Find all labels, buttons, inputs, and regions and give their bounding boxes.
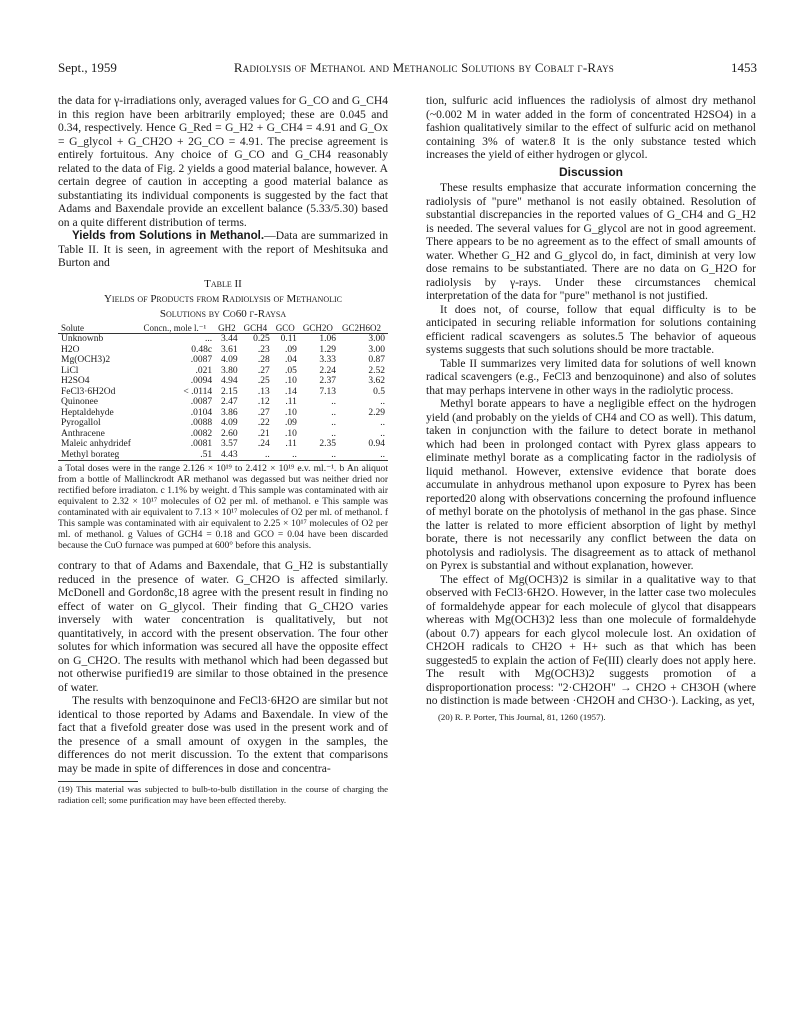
table-cell-value: 3.44 [221,334,238,344]
table-cell-value: .23 [257,344,270,355]
table-cell-value: 3.33 [319,355,337,365]
table-header-h2: GH2 [215,323,241,334]
footnote-divider [58,781,138,782]
table-cell-value: 4.09 [221,355,238,365]
right-paragraph-3: It does not, of course, follow that equal difficulty is to be anticipated in securing reliable information for solutions containing efficient radical scavengers as solutes.5 The behavior of aqueous systems suggests that such solutions should be more tractable. [426,302,756,356]
table-cell-value: 1.06 [319,334,337,344]
table-cell-value: .51 [140,450,215,461]
table-cell-value: 2.60 [221,428,238,439]
table-cell-value: 0.48c [191,344,213,355]
table-cell-value: .24 [257,439,270,449]
table-cell-value: .10 [285,376,297,386]
table-cell-value: .09 [285,344,297,355]
table-cell-value: .10 [285,407,297,418]
table-row [58,334,388,345]
left-paragraph-3: The results with benzoquinone and FeCl3·6H2O are similar but not identical to those reported by Adams and Baxendale. In view of the fact that a fivefold greater dose was used in the present work and of the presence of a small amount of oxygen in the samples, the differences do not merit discussion. To the extent that comparisons may be made in spite of differences in dose and concentra- [58,694,388,775]
table-cell-value: .. [331,418,337,428]
table-row [58,366,388,377]
table-cell-solute: Quinonee [61,397,98,407]
table-cell-value: .021 [195,365,213,376]
table-cell-value: .. [339,450,388,461]
table-cell-value: 2.24 [319,365,337,376]
table-title-line-2: Solutions by Co60 γ-Raysa [159,307,287,320]
table-cell-value: .0104 [190,407,213,418]
table-cell-solute: Pyrogallol [61,418,101,428]
table-cell-value: 2.37 [319,376,337,386]
table-cell-value: 4.09 [221,418,238,428]
table-cell-value: .. [380,397,385,407]
table-cell-value: .0081 [190,439,213,449]
page-header [58,58,757,78]
table-cell-value: .04 [285,355,297,365]
table-cell-value: .0087 [190,355,213,365]
table-row [58,439,388,450]
yields-text: —Data are summarized in Table II. It is seen, in agreement with the report of Meshitsuka and Burton and [58,229,388,269]
table-cell-value: 3.00 [368,334,385,344]
table-cell-value: .. [380,418,385,428]
table-cell-solute: Heptaldehyde [61,407,114,418]
table-cell-value: 3.62 [368,376,385,386]
table-cell-value: .. [300,450,339,461]
table-row [58,397,388,408]
table-cell-value: 3.00 [368,344,385,355]
table-cell-value: .. [331,407,337,418]
table-cell-value: .. [380,428,385,439]
table-cell-value: 4.94 [221,376,238,386]
table-header-ch2o: GCH2O [300,323,339,334]
table-cell-value: .. [331,428,337,439]
table-cell-value: .27 [257,365,270,376]
table-cell-value: .0082 [190,428,213,439]
table-cell-value: 7.13 [319,386,337,397]
right-paragraph-5: Methyl borate appears to have a negligible effect on the hydrogen yield (and probably on the yields of CH4 and CO as well). This datum, taken in conjunction with the failure to detect borate in methanol which had been in prolonged contact with Pyrex glass appears to eliminate methyl borate as a complicating factor in the radiolysis of liquid methanol. However, extensive evidence that borate does accumulate in anhydrous methanol upon exposure to Pyrex has been reported20 along with observations concerning the profound influence of methyl borate on the photolysis of methanol in the gas phase. Since the latter is related to more efficient absorption of light by methyl borate, there is not necessarily any conflict between the data on photolysis and radiolysis. The disagreement as to attack of methanol on Pyrex is substantial and without explanation, however. [426,397,756,572]
header-title: Radiolysis of Methanol and Methanolic Solutions by Cobalt γ-Rays [233,60,614,75]
right-column [426,94,756,722]
yields-table [58,323,388,462]
table-cell-solute: Maleic anhydridef [61,439,131,449]
table-cell-value: .0087 [190,397,213,407]
table-cell-value: .0088 [190,418,213,428]
table-cell-solute: Unknownb [61,334,104,344]
table-header-solute: Solute [58,323,140,334]
table-header-glycol: GC2H6O2 [339,323,388,334]
table-row [58,376,388,387]
table-cell-value: 0.94 [368,439,385,449]
header-date: Sept., 1959 [58,60,117,75]
table-cell-value: .10 [285,428,297,439]
table-cell-value: 3.80 [221,365,238,376]
table-cell-value: ... [205,334,213,344]
table-cell-value: 3.86 [221,407,238,418]
right-paragraph-6: The effect of Mg(OCH3)2 is similar in a qualitative way to that observed with FeCl3·6H2O. However, in the latter case two molecules of formaldehyde appear for each molecule of glycol that disappears whereas with Mg(OCH3)2 less than one molecule of formaldehyde (about 0.7) appears for each glycol molecule lost. An oxidation of CH2OH radicals to CH2O + H+ such as that which has been suggested5 to explain the action of Fe(III) clearly does not apply here. The result with Mg(OCH3)2 suggests promotion of a disproportionation process: "2·CH2OH" → CH2O + CH3OH (where no distinction is made between ·CH2OH and CH3O·). Lacking, as yet, [426,572,756,707]
table-cell-value: .. [241,450,273,461]
table-cell-value: 0.11 [280,334,297,344]
table-cell-value: 2.52 [368,365,385,376]
table-cell-solute: LiCl [61,365,79,376]
table-footnote: a Total doses were in the range 2.126 × 10¹⁹ to 2.412 × 10¹⁹ e.v. ml.⁻¹. b An aliquot from a bottle of Mallinckrodt AR methanol was degassed but was neither dried nor rectified before irradiaton. c 1.1% by weight. d This sample was contaminated with air equivalent to 2.32 × 10¹⁷ molecules of O2 per ml. of methanol. e This sample was contaminated with air equivalent to 7.13 × 10¹⁷ molecules of O2 per ml. of methanol. f This sample was contaminated with air equivalent to 2.25 × 10¹⁷ molecules of O2 per ml. of methanol. g Values of GCH4 = 0.18 and GCO = 0.04 have been discarded because the CuO furnace was pumped at 600° before this analysis. [58,464,388,551]
table-cell-solute: Methyl borateg [58,450,140,461]
table-cell-value: .14 [285,386,297,397]
table-cell-value: .11 [285,397,297,407]
table-cell-solute: H2O [61,344,80,355]
table-row [58,418,388,429]
table-cell-value: .0094 [190,376,213,386]
right-paragraph-1: tion, sulfuric acid influences the radiolysis of almost dry methanol (~0.002 M in water added in the form of concentrated H2SO4) in a fashion qualitatively similar to the effect of sulfuric acid on methanol containing 3% of water.8 It is the only substance tested which increases the yield of either hydrogen or glycol. [426,94,756,161]
table-row [58,408,388,419]
table-cell-value: .27 [257,407,270,418]
footnote-20: (20) R. P. Porter, This Journal, 81, 1260 (1957). [438,711,606,722]
table-cell-value: .22 [257,418,270,428]
table-cell-value: .. [331,397,337,407]
table-header-co: GCO [273,323,300,334]
table-cell-value: 0.5 [373,386,385,397]
table-cell-value: .09 [285,418,297,428]
table-cell-value: 2.47 [221,397,238,407]
table-cell-solute: FeCl3·6H2Od [61,386,116,397]
discussion-heading: Discussion [558,164,624,179]
table-cell-value: .13 [257,386,270,397]
table-cell-value: .12 [257,397,270,407]
yields-paragraph [58,229,388,270]
table-cell-value: < .0114 [183,386,213,397]
right-paragraph-4: Table II summarizes very limited data for solutions of well known radical scavengers (e.g., FeCl3 and benzoquinone) and also of solutes that may perhaps intervene in other ways in the radiolytic process. [426,356,756,397]
table-cell-value: 4.43 [215,450,241,461]
table-cell-value: .21 [257,428,270,439]
table-cell-solute: Anthracene [61,428,105,439]
header-page-number: 1453 [731,60,757,75]
table-cell-value: 0.25 [253,334,270,344]
left-paragraph-1: the data for γ-irradiations only, averaged values for G_CO and G_CH4 in this region have been arbitrarily employed; these are 0.045 and 0.34, respectively. Hence G_Red = G_H2 + G_CH4 = 4.91 and G_Ox = G_glycol + G_CH2O + 2G_CO = 4.91. The precise agreement is entirely fortuitous. Any choice of G_CO and G_CH4 reasonably related to the data of Fig. 2 yields a good material balance, however. A certain degree of caution in accepting a good material balance as substantiating its individual components is suggested by the fact that Adams and Baxendale provide an excellent balance (5.33/5.30) based on a quite different distribution of terms. [58,94,388,229]
table-header-ch4: GCH4 [241,323,273,334]
table-cell-solute: Mg(OCH3)2 [61,355,111,365]
table-cell-value: 2.15 [221,386,238,397]
table-row [58,355,388,366]
left-paragraph-2: contrary to that of Adams and Baxendale, that G_H2 is substantially reduced in the presence of water. G_CH2O is affected similarly. McDonell and Gordon8c,18 agree with the present result in finding no effect of water on G_glycol. Their finding that G_CH2O varies inversely with water concentration is qualitatively, but not quantitatively, in accord with the present observation. The four other solutes for which information was secured all have the opposite effect on G_CH2O. The results with methanol which had been degassed but not otherwise purified19 are similar to those obtained in the presence of water. [58,559,388,694]
table-row [58,345,388,356]
table-row [58,387,388,398]
table-cell-value: 2.29 [368,407,385,418]
table-cell-solute: H2SO4 [61,376,90,386]
right-paragraph-2: These results emphasize that accurate information concerning the radiolysis of "pure" methanol is not easily obtained. Resolution of substantial discrepancies in the reported values of G_CH4 and G_H2 is needed. The several values for G_glycol are not in good agreement. There appears to be no agreement as to the effect of small amounts of water. Whether G_H2 and G_glycol do, in fact, diminish at very low dose remains to be substantiated. There are no data on G_H2O for radiolysis by γ-rays. Under these circumstances chemical interpretation of the data for "pure" methanol is not justified. [426,181,756,302]
table-cell-value: .. [273,450,300,461]
table-cell-value: 2.35 [319,439,337,449]
yields-heading: Yields from Solutions in Methanol. [72,229,265,242]
table-header-concentration: Concn., mole l.⁻¹ [140,323,215,334]
table-cell-value: .28 [257,355,270,365]
table-cell-value: 3.61 [221,344,238,355]
table-cell-value: 0.87 [368,355,385,365]
table-title-line-1: Yields of Products from Radiolysis of Methanolic [103,292,342,305]
left-column [58,94,388,805]
footnote-19: (19) This material was subjected to bulb-to-bulb distillation in the course of charging the radiation cell; some purification may have been effected thereby. [58,784,388,805]
table-row [58,450,388,461]
table-row [58,429,388,440]
table-cell-value: 1.29 [319,344,337,355]
table-label: Table II [204,277,242,290]
table-cell-value: 3.57 [221,439,238,449]
table-cell-value: .11 [285,439,297,449]
table-cell-value: .25 [257,376,270,386]
table-cell-value: .05 [285,365,297,376]
